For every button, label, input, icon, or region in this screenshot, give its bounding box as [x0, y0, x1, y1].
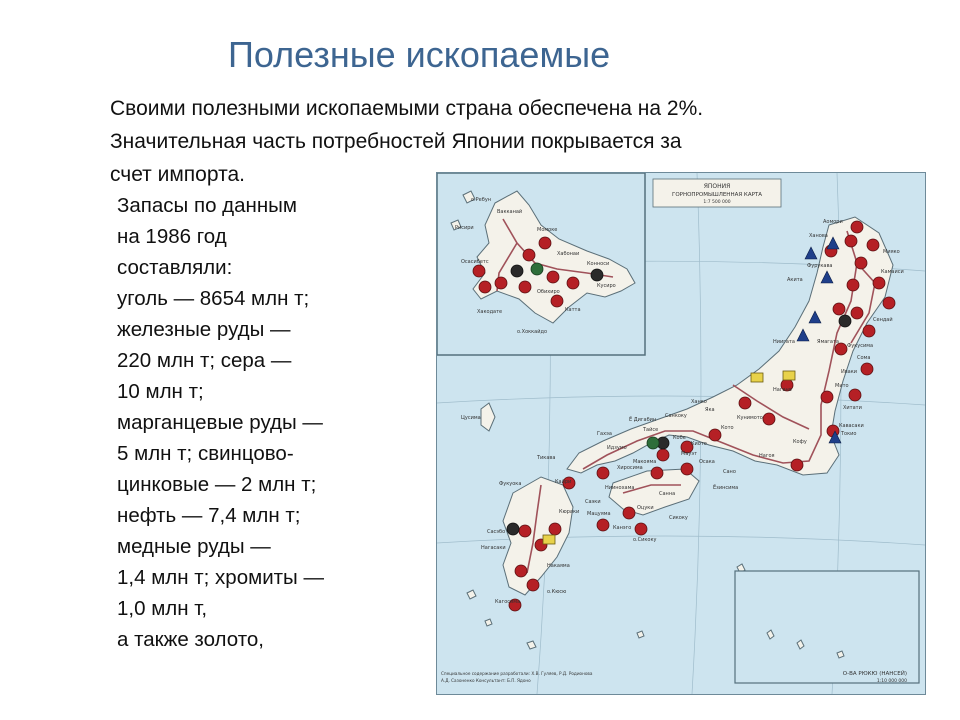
intro-line-1: Своими полезными ископаемыми страна обеспечена на 2%.	[110, 97, 704, 120]
place-label: Фукусима	[847, 343, 874, 349]
place-label: Канэго	[613, 525, 632, 531]
place-label: Санкоку	[665, 413, 687, 419]
place-label: Сасэбо	[487, 529, 506, 535]
place-label: Момоке	[537, 227, 558, 233]
place-label: Рисири	[455, 225, 474, 231]
place-label: Мияко	[883, 249, 900, 255]
place-label: Сано	[723, 469, 736, 475]
place-label: Ниигата	[773, 339, 795, 345]
place-label: Хитати	[843, 405, 862, 411]
place-label: Катта	[565, 307, 581, 313]
place-label: Киото	[691, 441, 707, 447]
place-label: Идзумо	[607, 445, 627, 451]
place-label: Хакодате	[477, 309, 503, 315]
place-label: Гахэа	[597, 431, 612, 437]
place-label: Тикава	[537, 455, 556, 461]
place-label: Кавасаки	[839, 423, 864, 429]
place-label: Мауэт	[681, 451, 697, 457]
reserves-line: нефть — 7,4 млн т;	[117, 504, 301, 527]
place-label: Ё Дигабин	[629, 417, 657, 423]
map-subtitle: ГОРНОПРОМЫШЛЕННАЯ КАРТА	[671, 192, 763, 198]
reserves-line: составляли:	[117, 256, 233, 279]
place-label: Сендай	[873, 317, 893, 323]
reserves-line: Запасы по данным	[117, 194, 297, 217]
place-label: Камаиси	[881, 269, 904, 275]
reserves-line: а также золото,	[117, 628, 264, 651]
reserves-line: марганцевые руды —	[117, 411, 323, 434]
reserves-line: 1,4 млн т; хромиты —	[117, 566, 324, 589]
place-label: Фурукава	[807, 263, 833, 269]
place-label: Цусима	[461, 415, 481, 421]
place-label: Накаяма	[547, 563, 570, 569]
place-label: Кайри	[555, 479, 572, 485]
place-label: о.Сикоку	[633, 537, 657, 543]
place-label: Яка	[705, 407, 715, 413]
slide-title: Полезные ископаемые	[228, 34, 611, 75]
place-label: Конноси	[587, 261, 610, 267]
map-title: ЯПОНИЯ	[703, 183, 731, 190]
place-label: Акита	[787, 277, 803, 283]
place-label: Ниинохама	[605, 485, 635, 491]
place-label: Мито	[835, 383, 849, 389]
place-label: Хабонаи	[557, 251, 580, 257]
place-label: Вакканай	[497, 209, 523, 215]
ryukyu-label: О-ВА РЮКЮ (НАНСЕЙ)	[842, 671, 907, 677]
place-label: Макояма	[633, 459, 657, 465]
ryukyu-inset-frame	[735, 571, 919, 683]
place-label: Саэки	[585, 499, 601, 505]
map-credits-2: А.Д. Сазоненко Консультант: Б.П. Ядоно	[441, 678, 531, 683]
place-label: Санна	[659, 491, 676, 497]
intro-line-3: счет импорта.	[110, 163, 245, 186]
map-scale: 1:7 500 000	[703, 200, 731, 205]
place-label: Кюраки	[559, 509, 580, 515]
place-label: Нагасаки	[481, 545, 506, 551]
place-label: Мацуяма	[587, 511, 611, 517]
place-label: Кагосима	[495, 599, 521, 605]
place-label: Токио	[841, 431, 857, 437]
place-label: Оцуки	[637, 505, 654, 511]
place-label: Ханова	[809, 233, 828, 239]
place-label: Ханко	[691, 399, 707, 405]
reserves-line: железные руды —	[117, 318, 291, 341]
ryukyu-scale: 1:10 000 000	[876, 679, 907, 684]
place-label: Фукуока	[499, 481, 522, 487]
place-label: Ёзинсима	[713, 485, 739, 491]
place-label: Ямагата	[817, 339, 839, 345]
reserves-line: 1,0 млн т,	[117, 597, 208, 620]
place-label: Кото	[721, 425, 734, 431]
japan-mining-map	[436, 172, 926, 695]
place-label: Хиросима	[617, 465, 643, 471]
intro-line-2: Значительная часть потребностей Японии покрывается за	[110, 130, 682, 153]
place-label: Нагоя	[759, 453, 775, 459]
place-label: Обихиро	[537, 289, 560, 295]
map-credits-1: Специальное содержание разработали: Х.В. Гуляев, Р.Д. Родионова	[441, 671, 593, 676]
place-label: о.Ребун	[471, 197, 492, 203]
place-label: Иваки	[841, 369, 858, 375]
reserves-line: 5 млн т; свинцово-	[117, 442, 294, 465]
place-label: Аомори	[823, 219, 843, 225]
place-label: Сома	[857, 355, 871, 361]
place-label: Осака	[699, 459, 715, 465]
tsushima-island	[481, 403, 495, 431]
place-label: Кобе	[673, 435, 686, 441]
place-label: о.Хоккайдо	[517, 329, 548, 335]
reserves-line: медные руды —	[117, 535, 271, 558]
reserves-line: на 1986 год	[117, 225, 227, 248]
place-label: Тайсе	[643, 427, 659, 433]
place-label: Осасибетс	[461, 259, 489, 265]
kyushu-island	[503, 477, 573, 595]
place-label: Сикоку	[669, 515, 688, 521]
reserves-line: 10 млн т;	[117, 380, 204, 403]
place-label: Кусиро	[597, 283, 616, 289]
reserves-line: 220 млн т; сера —	[117, 349, 292, 372]
reserves-line: уголь — 8654 млн т;	[117, 287, 310, 310]
place-label: о.Кюсю	[547, 589, 567, 595]
place-label: Нагано	[773, 387, 792, 393]
place-label: Кофу	[793, 439, 807, 445]
place-label: Кунимото	[737, 415, 763, 421]
reserves-text	[117, 190, 417, 655]
reserves-line: цинковые — 2 млн т;	[117, 473, 317, 496]
